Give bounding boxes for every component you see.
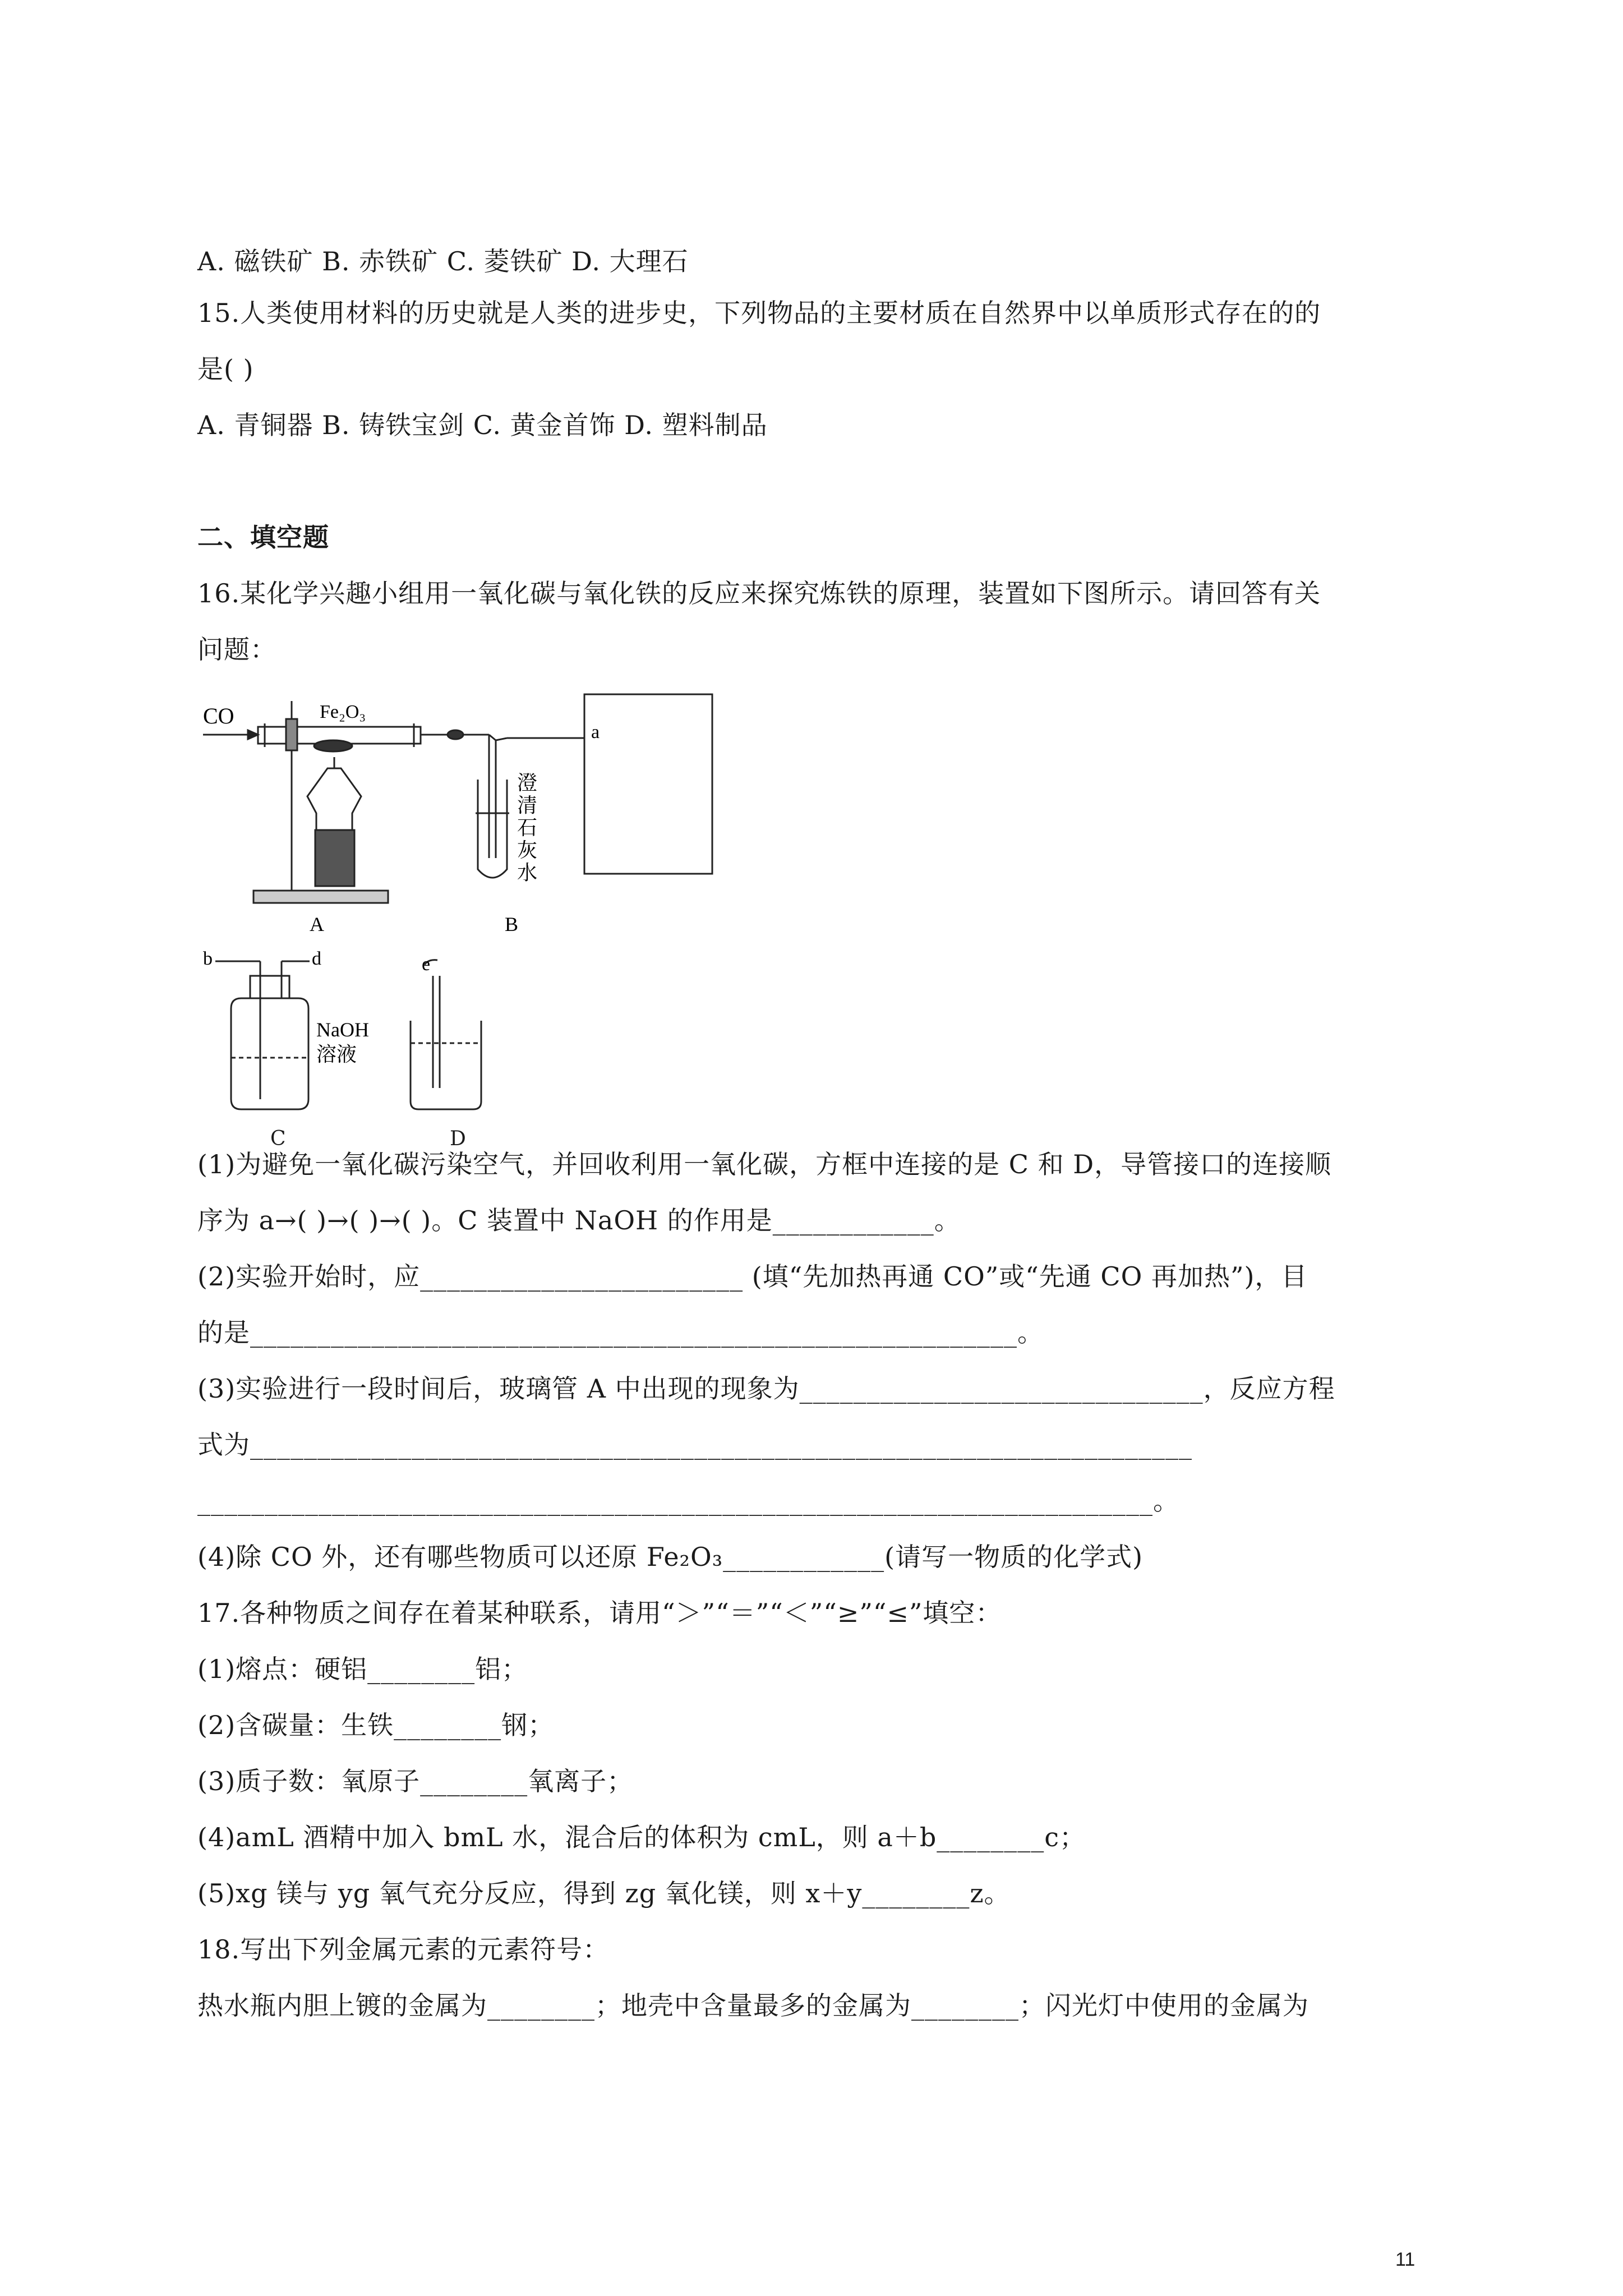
- port-a-label: a: [591, 722, 600, 743]
- apparatus-c-label: C: [270, 1127, 286, 1150]
- q15-stem-cont: 是( ): [197, 354, 254, 384]
- q17-part2: (2)含碳量：生铁________钢；: [197, 1710, 555, 1740]
- q16-part2: (2)实验开始时，应________________________ (填“先加热再通 CO”或“先通 CO 再加热”)，目: [197, 1261, 1308, 1292]
- q16-part4: (4)除 CO 外，还有哪些物质可以还原 Fe₂O₃____________(请写一物质的化学式): [197, 1542, 1144, 1572]
- q17-part4: (4)amL 酒精中加入 bmL 水，混合后的体积为 cmL，则 a＋b________c；: [197, 1822, 1086, 1852]
- page-number: 11: [1395, 2249, 1415, 2270]
- q18-line: 热水瓶内胆上镀的金属为________；地壳中含量最多的金属为________；闪光灯中使用的金属为: [197, 1990, 1309, 2021]
- q17-part3: (3)质子数：氧原子________氧离子；: [197, 1766, 634, 1796]
- apparatus-d-label: D: [450, 1127, 466, 1150]
- limewater-char-2: 清: [517, 794, 538, 817]
- q16-part3: (3)实验进行一段时间后，玻璃管 A 中出现的现象为______________________________，反应方程: [197, 1373, 1335, 1404]
- section-heading: 二、填空题: [197, 522, 329, 552]
- solution-label: 溶液: [316, 1043, 357, 1066]
- q15-options: A. 青铜器 B. 铸铁宝剑 C. 黄金首饰 D. 塑料制品: [197, 410, 768, 440]
- q16-part2-cont: 的是_________________________________________________________。: [197, 1317, 1044, 1348]
- apparatus-figure: [197, 684, 758, 1122]
- q16-part1: (1)为避免一氧化碳污染空气，并回收利用一氧化碳，方框中连接的是 C 和 D，导管接口的连接顺: [197, 1149, 1332, 1179]
- limewater-char-4: 灰: [517, 839, 538, 861]
- q17-stem: 17.各种物质之间存在着某种联系，请用“＞”“＝”“＜”“≥”“≤”填空：: [197, 1598, 1002, 1628]
- q16-stem: 16.某化学兴趣小组用一氧化碳与氧化铁的反应来探究炼铁的原理，装置如下图所示。请回答有关: [197, 578, 1321, 608]
- limewater-char-3: 石: [517, 817, 538, 839]
- q16-part3-blank: _______________________________________________________________________。: [197, 1486, 1179, 1516]
- q18-stem: 18.写出下列金属元素的元素符号：: [197, 1934, 610, 1965]
- fe2o3-label: Fe₂O₃: [320, 702, 366, 722]
- q17-part1: (1)熔点：硬铝________铝；: [197, 1654, 528, 1684]
- q14-options: A. 磁铁矿 B. 赤铁矿 C. 菱铁矿 D. 大理石: [197, 246, 689, 276]
- apparatus-a-label: A: [310, 913, 324, 935]
- q17-part5: (5)xg 镁与 yg 氧气充分反应，得到 zg 氧化镁，则 x＋y________z。: [197, 1878, 1011, 1908]
- q16-stem-cont: 问题：: [197, 634, 276, 665]
- port-d-label: d: [312, 948, 321, 969]
- co-label: CO: [203, 703, 234, 729]
- limewater-char-1: 澄: [517, 772, 538, 794]
- limewater-char-5: 水: [517, 861, 538, 884]
- apparatus-b-label: B: [505, 913, 519, 935]
- q15-stem: 15.人类使用材料的历史就是人类的进步史，下列物品的主要材质在自然界中以单质形式存在的的: [197, 298, 1321, 328]
- port-b-label: b: [203, 948, 213, 969]
- q16-part3-cont: 式为______________________________________________________________________: [197, 1430, 1192, 1460]
- port-e-label: e: [422, 954, 431, 975]
- naoh-label: NaOH: [316, 1018, 369, 1041]
- q16-part1-cont: 序为 a→( )→( )→( )。C 装置中 NaOH 的作用是____________。: [197, 1205, 961, 1235]
